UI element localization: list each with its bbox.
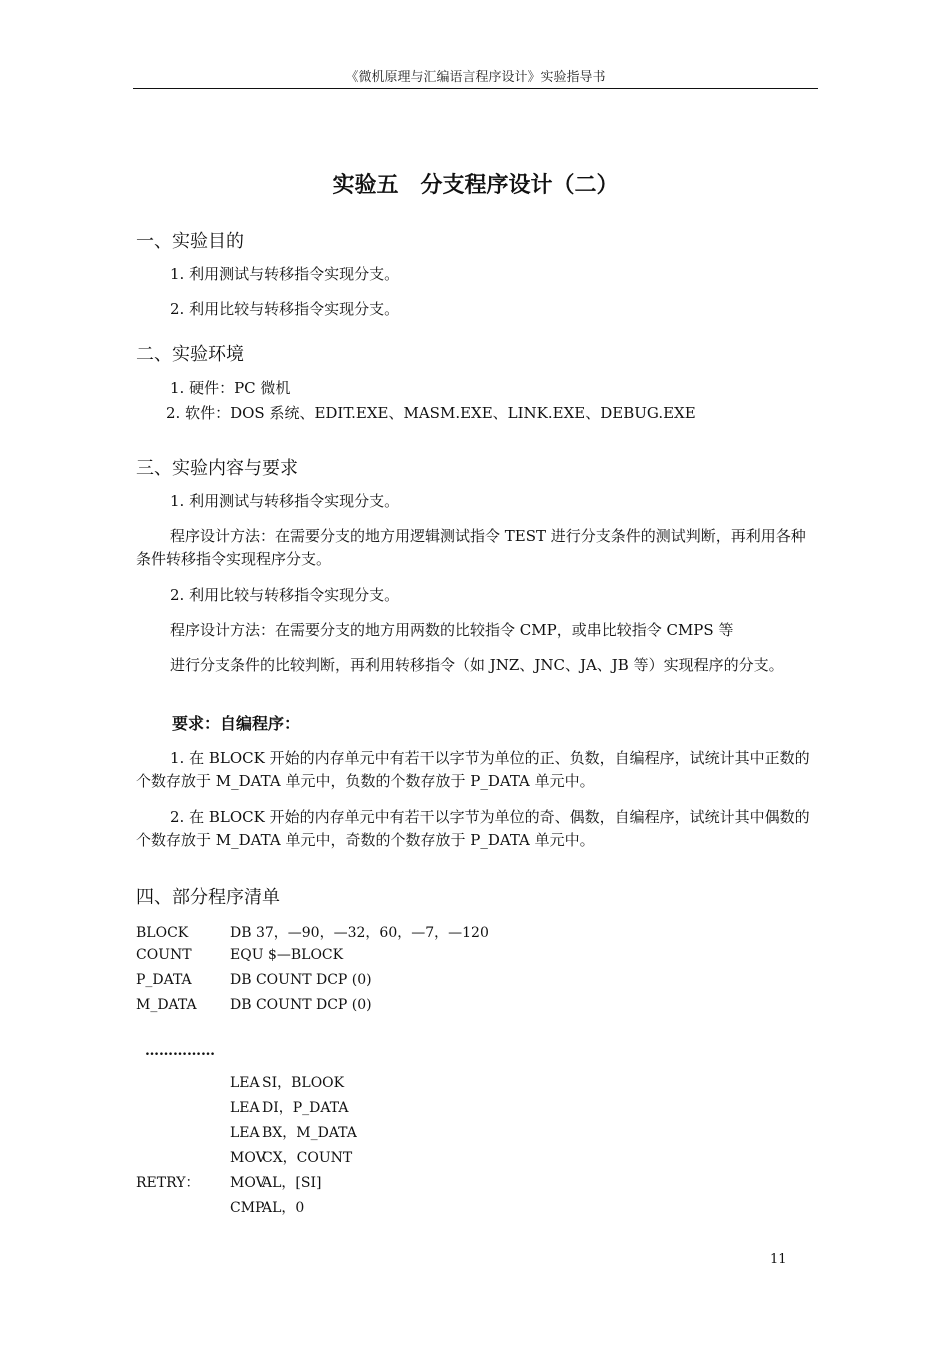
sec1-item-2: 2. 利用比较与转移指令实现分支。 — [170, 300, 400, 318]
requirement-heading: 要求：自编程序： — [172, 714, 301, 733]
sec3-item-2: 2. 利用比较与转移指令实现分支。 — [170, 586, 400, 604]
title-part1: 实验五 — [332, 173, 399, 198]
code-line — [136, 1097, 348, 1117]
code-line — [136, 922, 489, 942]
code-text: DB COUNT DCP (0) — [230, 972, 372, 988]
code-line — [136, 947, 343, 963]
section-1-heading: 一、实验目的 — [136, 231, 244, 252]
code-arg: AL，0 — [262, 1200, 305, 1216]
code-line — [136, 1197, 304, 1217]
code-op: LEA — [230, 1100, 260, 1116]
sec2-item-1: 1. 硬件：PC 微机 — [170, 379, 291, 397]
running-header: 《微机原理与汇编语言程序设计》实验指导书 — [345, 70, 606, 85]
code-arg: SI，BLOOK — [262, 1075, 345, 1091]
sec3-item-1: 1. 利用测试与转移指令实现分支。 — [170, 492, 400, 510]
code-text: DB COUNT DCP (0) — [230, 997, 372, 1013]
code-arg: BX，M_DATA — [262, 1125, 357, 1141]
code-op: CMP — [230, 1200, 265, 1216]
sec2-item-2: 2. 软件：DOS 系统、EDIT.EXE、MASM.EXE、LINK.EXE、DEBUG.EXE — [166, 404, 696, 422]
code-line — [136, 972, 372, 988]
requirement-2: 2. 在 BLOCK 开始的内存单元中有若干以字节为单位的奇、偶数，自编程序，试统计其中偶数的个数存放于 M_DATA 单元中，奇数的个数存放于 P_DATA 单元中。 — [136, 808, 810, 849]
code-line — [136, 1147, 352, 1167]
sec3-method-1: 程序设计方法：在需要分支的地方用逻辑测试指令 TEST 进行分支条件的测试判断，再利用各种条件转移指令实现程序分支。 — [136, 527, 806, 568]
code-op: LEA — [230, 1075, 260, 1091]
title-part2: 分支程序设计（二） — [420, 173, 619, 198]
ellipsis-dots: …………… — [145, 1043, 215, 1059]
code-op: MOV — [230, 1150, 266, 1166]
header-rule — [133, 88, 818, 89]
code-line — [136, 997, 372, 1013]
page-number: 11 — [770, 1252, 787, 1267]
code-op: LEA — [230, 1125, 260, 1141]
code-label: COUNT — [136, 947, 192, 963]
code-label: RETRY： — [136, 1175, 200, 1191]
code-arg: DI，P_DATA — [262, 1100, 349, 1116]
section-3-heading: 三、实验内容与要求 — [136, 458, 298, 479]
code-line — [136, 1122, 357, 1142]
code-line — [136, 1172, 321, 1192]
code-label: M_DATA — [136, 997, 197, 1013]
section-2-heading: 二、实验环境 — [136, 344, 244, 365]
section-4-heading: 四、部分程序清单 — [136, 887, 280, 908]
sec3-method-2b: 进行分支条件的比较判断，再利用转移指令（如 JNZ、JNC、JA、JB 等）实现程序的分支。 — [170, 656, 784, 674]
requirement-1: 1. 在 BLOCK 开始的内存单元中有若干以字节为单位的正、负数，自编程序，试统计其中正数的个数存放于 M_DATA 单元中，负数的个数存放于 P_DATA 单元中。 — [136, 749, 810, 790]
code-label: P_DATA — [136, 972, 192, 988]
code-text: DB 37，—90，—32，60，—7，—120 — [230, 925, 489, 941]
code-op: MOV — [230, 1175, 266, 1191]
code-arg: CX，COUNT — [262, 1150, 353, 1166]
code-label: BLOCK — [136, 925, 189, 941]
code-line — [136, 1072, 344, 1092]
experiment-title — [133, 168, 818, 199]
code-arg: AL，[SI] — [262, 1175, 322, 1191]
code-text: EQU $—BLOCK — [230, 947, 344, 963]
sec1-item-1: 1. 利用测试与转移指令实现分支。 — [170, 265, 400, 283]
sec3-method-2a: 程序设计方法：在需要分支的地方用两数的比较指令 CMP，或串比较指令 CMPS 等 — [170, 621, 734, 639]
